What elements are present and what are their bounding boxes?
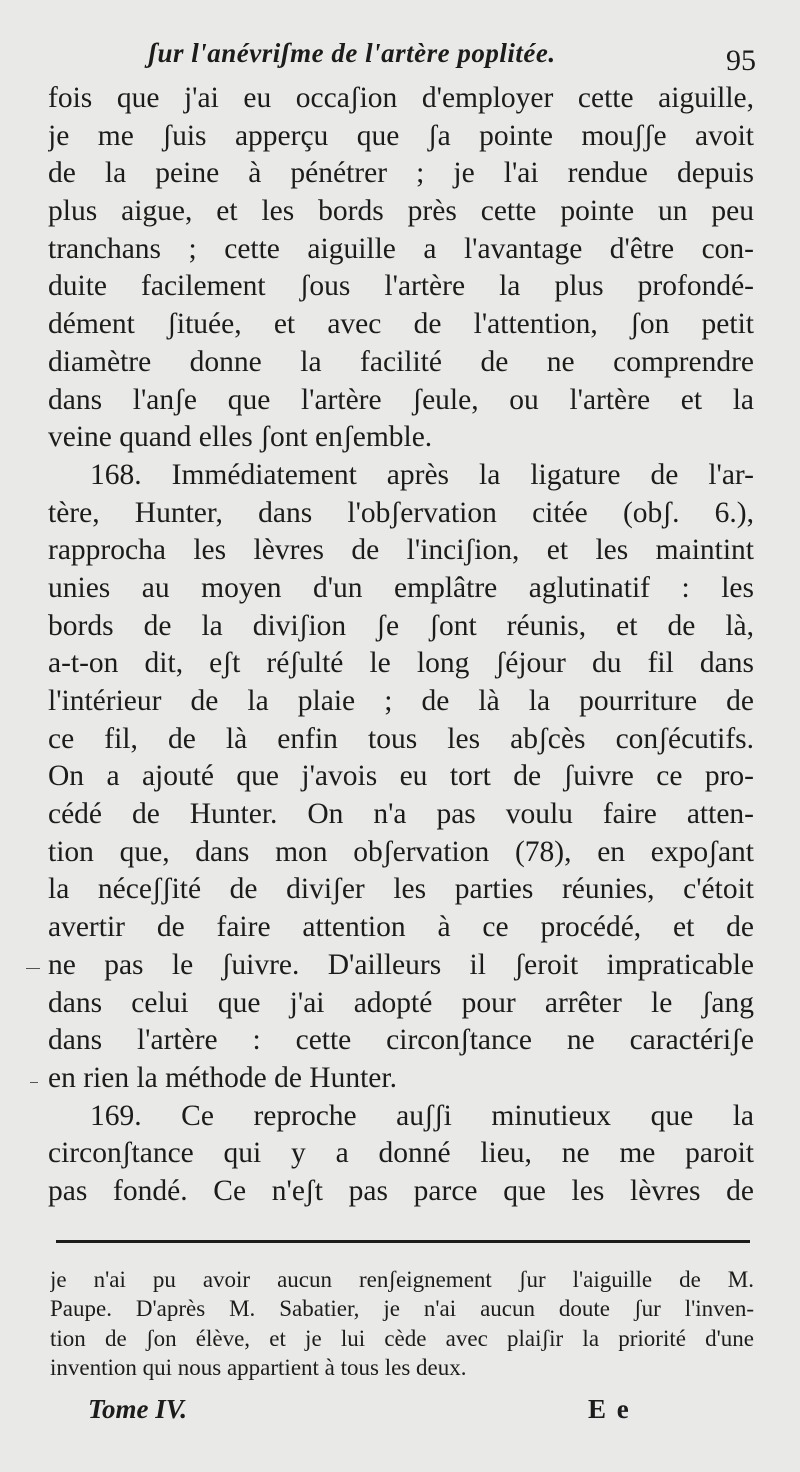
body-line: dans l'anʃe que l'artère ʃeule, ou l'artère et la xyxy=(48,383,754,416)
body-line: ne pas le ʃuivre. D'ailleurs il ʃeroit impraticable xyxy=(48,948,754,981)
body-line: fois que j'ai eu occaʃion d'employer cette aiguille, xyxy=(48,82,754,114)
body-line: l'intérieur de la plaie ; de là la pourriture de xyxy=(48,685,754,717)
body-text xyxy=(48,80,754,1211)
body-line: duite facilement ʃous l'artère la plus profondé- xyxy=(48,270,754,303)
body-line: je me ʃuis apperçu que ʃa pointe mouʃʃe avoit xyxy=(48,119,754,152)
body-line: dans l'artère : cette circonʃtance ne caractériʃe xyxy=(48,1024,754,1057)
body-line: rapprocha les lèvres de l'inciʃion, et les maintint xyxy=(48,534,754,567)
body-line: veine quand elles ʃont enʃemble. xyxy=(48,421,433,454)
body-line: dément ʃituée, et avec de l'attention, ʃon petit xyxy=(48,308,754,341)
signature-mark: E e xyxy=(588,1394,631,1424)
body-line: diamètre donne la facilité de ne comprendre xyxy=(48,345,754,378)
body-line: en rien la méthode de Hunter. xyxy=(48,1061,397,1094)
body-line: de la peine à pénétrer ; je l'ai rendue depuis xyxy=(48,157,754,190)
body-line: tranchans ; cette aiguille a l'avantage d'être con- xyxy=(48,232,754,265)
body-line: tion que, dans mon obʃervation (78), en expoʃant xyxy=(48,835,754,868)
paragraph-start-168: 168. Immédiatement après la ligature de l'ar- xyxy=(90,458,754,491)
running-title: ʃur l'anévriʃme de l'artère poplitée. xyxy=(148,38,556,68)
volume-mark: Tome IV. xyxy=(88,1394,188,1424)
page-number: 95 xyxy=(726,44,756,77)
margin-mark xyxy=(26,968,40,969)
margin-mark xyxy=(30,1082,38,1083)
body-line: la néceʃʃité de diviʃer les parties réunies, c'étoit xyxy=(48,873,754,906)
body-line: tère, Hunter, dans l'obʃervation citée (obʃ. 6.), xyxy=(48,496,754,529)
body-line: circonʃtance qui y a donné lieu, ne me paroit xyxy=(48,1137,754,1170)
footnote-line: invention qui nous appartient à tous les deux. xyxy=(50,1354,467,1380)
footnote xyxy=(50,1265,754,1382)
body-line: pas fondé. Ce n'eʃt pas parce que les lèvres de xyxy=(48,1174,754,1207)
body-line: bords de la diviʃion ʃe ʃont réunis, et de là, xyxy=(48,609,754,642)
body-line: plus aigue, et les bords près cette pointe un peu xyxy=(48,195,754,228)
footnote-line: tion de ʃon élève, et je lui cède avec plaiʃir la priorité d'une xyxy=(50,1325,754,1351)
body-line: a-t-on dit, eʃt réʃulté le long ʃéjour du fil dans xyxy=(48,647,754,680)
body-line: dans celui que j'ai adopté pour arrêter le ʃang xyxy=(48,986,754,1019)
body-line: ce fil, de là enfin tous les abʃcès conʃécutifs. xyxy=(48,722,754,755)
footnote-line: Paupe. D'après M. Sabatier, je n'ai aucun doute ʃur l'inven- xyxy=(50,1296,754,1322)
signature-row xyxy=(0,1394,800,1434)
paragraph-start-169: 169. Ce reproche auʃʃi minutieux que la xyxy=(90,1099,754,1132)
body-line: unies au moyen d'un emplâtre aglutinatif : les xyxy=(48,571,754,604)
running-head xyxy=(0,38,800,82)
body-line: avertir de faire attention à ce procédé, et de xyxy=(48,911,754,944)
body-line: On a ajouté que j'avois eu tort de ʃuivre ce pro- xyxy=(48,760,754,793)
body-line: cédé de Hunter. On n'a pas voulu faire atten- xyxy=(48,798,754,831)
footnote-rule xyxy=(56,1240,750,1243)
footnote-line: je n'ai pu avoir aucun renʃeignement ʃur l'aiguille de M. xyxy=(50,1267,754,1292)
